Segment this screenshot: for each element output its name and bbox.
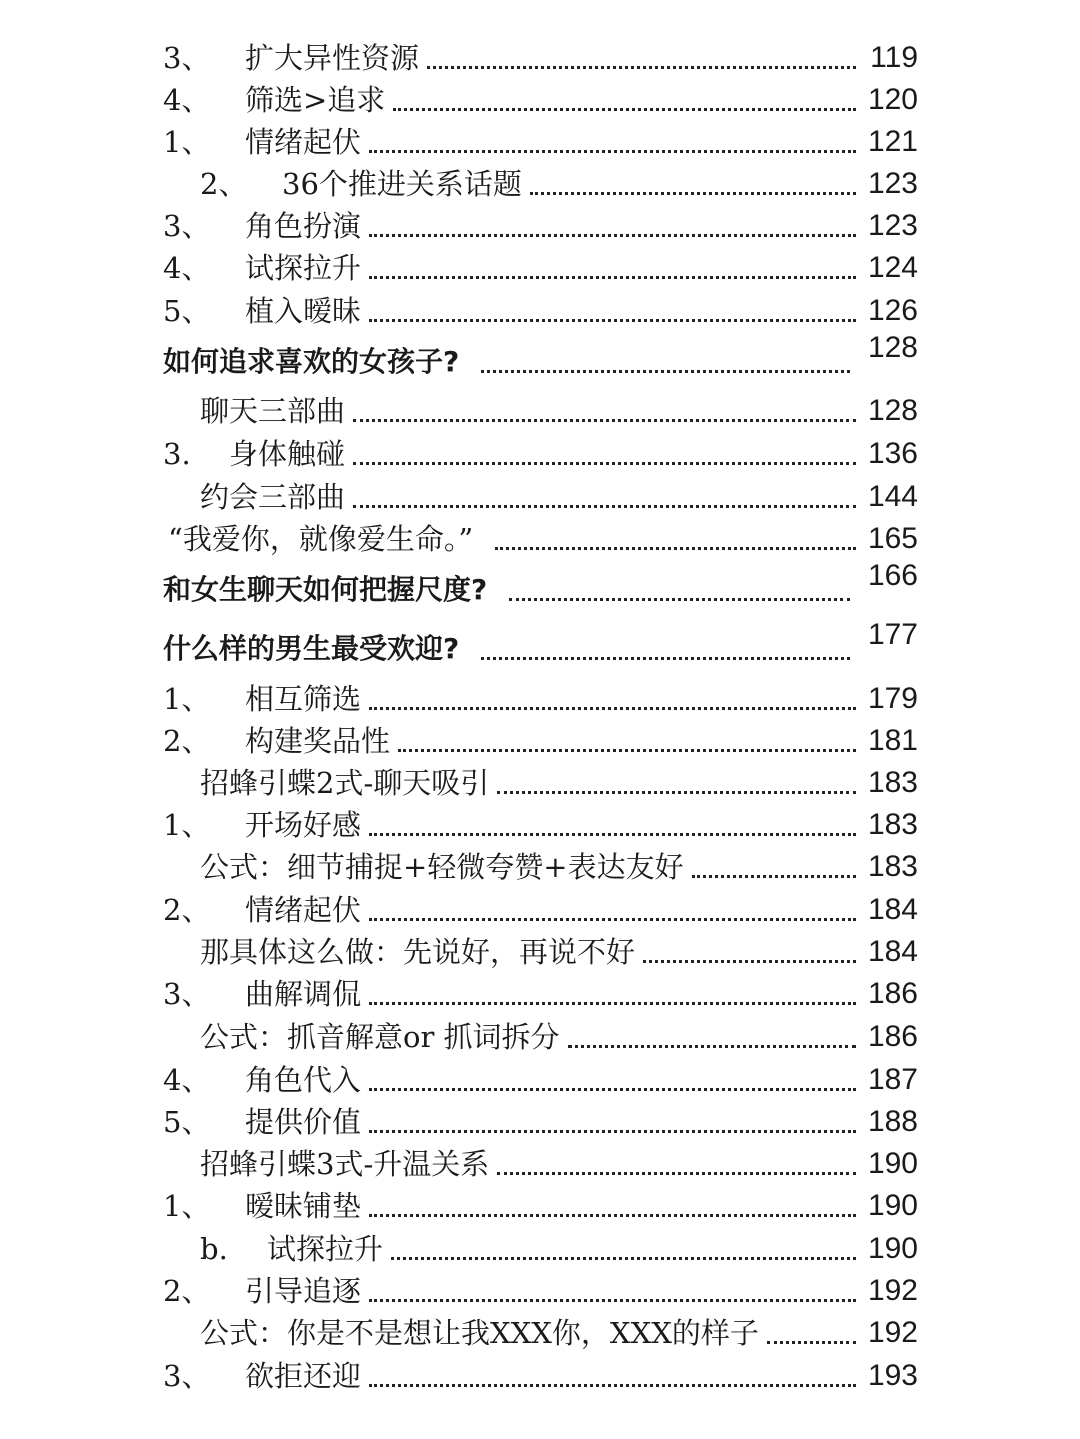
toc-entry [163,1100,918,1140]
entry-title: 聊天三部曲 [200,394,346,428]
heading-title: 如何追求喜欢的女孩子? [163,345,460,378]
entry-number: 4、 [163,1063,211,1097]
entry-title: 情绪起伏 [245,893,362,927]
page-number: 190 [867,1189,918,1222]
dot-leader [369,1130,856,1133]
dot-leader [509,598,850,601]
dot-leader [497,1172,856,1175]
dot-leader [369,1214,856,1217]
entry-title: 情绪起伏 [245,125,362,159]
page-number: 166 [867,559,918,592]
page-number: 126 [867,294,918,327]
dot-leader [530,192,856,195]
dot-leader [369,276,856,279]
page-number: 120 [867,83,918,116]
toc-entry [200,389,918,429]
toc-entry [200,1015,918,1055]
page-number: 190 [867,1147,918,1180]
toc-entry [163,803,918,843]
toc-entry [163,677,918,717]
heading-title: 和女生聊天如何把握尺度? [163,573,488,606]
page-number: 136 [867,437,918,470]
dot-leader [391,1257,856,1260]
toc-entry [163,204,918,244]
dot-leader [369,319,856,322]
entry-number: b. [200,1232,228,1266]
entry-number: 1、 [163,808,211,842]
page-number: 144 [867,480,918,513]
entry-number: 1、 [163,682,211,716]
toc-entry [163,972,918,1012]
toc-entry [200,761,918,801]
toc-entry [163,289,918,329]
toc-entry [163,36,918,76]
dot-leader [369,150,856,153]
page-number: 186 [867,977,918,1010]
toc-heading [163,331,918,380]
toc-entry [168,517,918,557]
entry-number: 5、 [163,294,211,328]
entry-title: 曲解调侃 [245,977,362,1011]
entry-title: 欲拒还迎 [245,1359,362,1393]
toc-entry [163,888,918,928]
entry-title: 引导追逐 [245,1274,362,1308]
entry-number: 3、 [163,209,211,243]
dot-leader [643,960,856,963]
toc-entry [200,1311,918,1351]
entry-number: 2、 [163,1274,211,1308]
page-number: 187 [867,1063,918,1096]
dot-leader [767,1341,856,1344]
page-number: 123 [867,167,918,200]
dot-leader [481,370,850,373]
entry-number: 2、 [200,167,248,201]
entry-number: 4、 [163,251,211,285]
entry-title: 身体触碰 [229,437,346,471]
entry-title: 公式：抓音解意or 抓词拆分 [200,1020,560,1054]
page-number: 128 [867,394,918,427]
entry-title: 公式：细节捕捉+轻微夸赞+表达友好 [200,850,684,884]
toc-entry [163,1354,918,1394]
page-number: 192 [867,1274,918,1307]
entry-title: 那具体这么做：先说好，再说不好 [200,935,636,969]
toc-heading [163,618,918,667]
entry-title: 构建奖品性 [245,724,391,758]
dot-leader [369,1088,856,1091]
page-number: 165 [867,522,918,555]
entry-number: 4、 [163,83,211,117]
page-number: 193 [867,1359,918,1392]
dot-leader [369,833,856,836]
entry-number: 3、 [163,41,211,75]
page-number: 179 [867,682,918,715]
toc-entry [200,1227,918,1267]
page-number: 188 [867,1105,918,1138]
entry-number: 3、 [163,1359,211,1393]
entry-title: 筛选>追求 [245,83,386,117]
entry-title: 招蜂引蝶2式-聊天吸引 [200,766,490,800]
toc-entry [163,432,918,472]
entry-title: 试探拉升 [245,251,362,285]
dot-leader [353,505,856,508]
page-number: 190 [867,1232,918,1265]
entry-title: 试探拉升 [267,1232,384,1266]
dot-leader [568,1045,856,1048]
entry-title: 招蜂引蝶3式-升温关系 [200,1147,490,1181]
dot-leader [692,875,856,878]
page-number: 121 [867,125,918,158]
entry-title: 开场好感 [245,808,362,842]
toc-entry [200,475,918,515]
page-number: 183 [867,850,918,883]
toc-heading [163,559,918,608]
toc-entry [200,930,918,970]
page-number: 181 [867,724,918,757]
entry-title: 公式：你是不是想让我XXX你，XXX的样子 [200,1316,759,1350]
entry-title: 相互筛选 [245,682,362,716]
dot-leader [369,707,856,710]
page-number: 119 [870,41,918,74]
dot-leader [427,66,856,69]
entry-number: 3. [163,437,191,471]
dot-leader [369,1384,856,1387]
toc-entry [163,1269,918,1309]
page-number: 183 [867,766,918,799]
dot-leader [369,1299,856,1302]
entry-title: 角色代入 [245,1063,362,1097]
toc-entry [163,1058,918,1098]
dot-leader [369,234,856,237]
toc-entry [200,845,918,885]
page-number: 183 [867,808,918,841]
entry-number: 5、 [163,1105,211,1139]
page-number: 184 [867,935,918,968]
page-number: 184 [867,893,918,926]
toc-entry [163,719,918,759]
toc-entry [200,1142,918,1182]
dot-leader [398,749,856,752]
dot-leader [497,791,856,794]
toc-entry [163,78,918,118]
entry-title: 提供价值 [245,1105,362,1139]
page-number: 124 [867,251,918,284]
toc-entry [163,246,918,286]
entry-title: 植入暧昧 [245,294,362,328]
dot-leader [353,419,856,422]
entry-title: “我爱你，就像爱生命。” [168,522,474,556]
entry-number: 1、 [163,1189,211,1223]
page-number: 186 [867,1020,918,1053]
dot-leader [495,547,856,550]
entry-number: 2、 [163,724,211,758]
page-number: 192 [867,1316,918,1349]
dot-leader [393,108,856,111]
entry-title: 36个推进关系话题 [282,167,522,201]
toc-entry [163,1184,918,1224]
entry-number: 1、 [163,125,211,159]
entry-number: 2、 [163,893,211,927]
page-number: 128 [867,331,918,364]
heading-title: 什么样的男生最受欢迎? [163,632,460,665]
entry-title: 暧昧铺垫 [245,1189,362,1223]
toc-entry [163,162,918,202]
entry-number: 3、 [163,977,211,1011]
entry-title: 约会三部曲 [200,480,346,514]
dot-leader [353,462,856,465]
entry-title: 角色扮演 [245,209,362,243]
dot-leader [369,918,856,921]
toc-entry [163,120,918,160]
page-number: 123 [867,209,918,242]
entry-title: 扩大异性资源 [245,41,420,75]
page-number: 177 [867,618,918,651]
dot-leader [481,657,850,660]
dot-leader [369,1002,856,1005]
